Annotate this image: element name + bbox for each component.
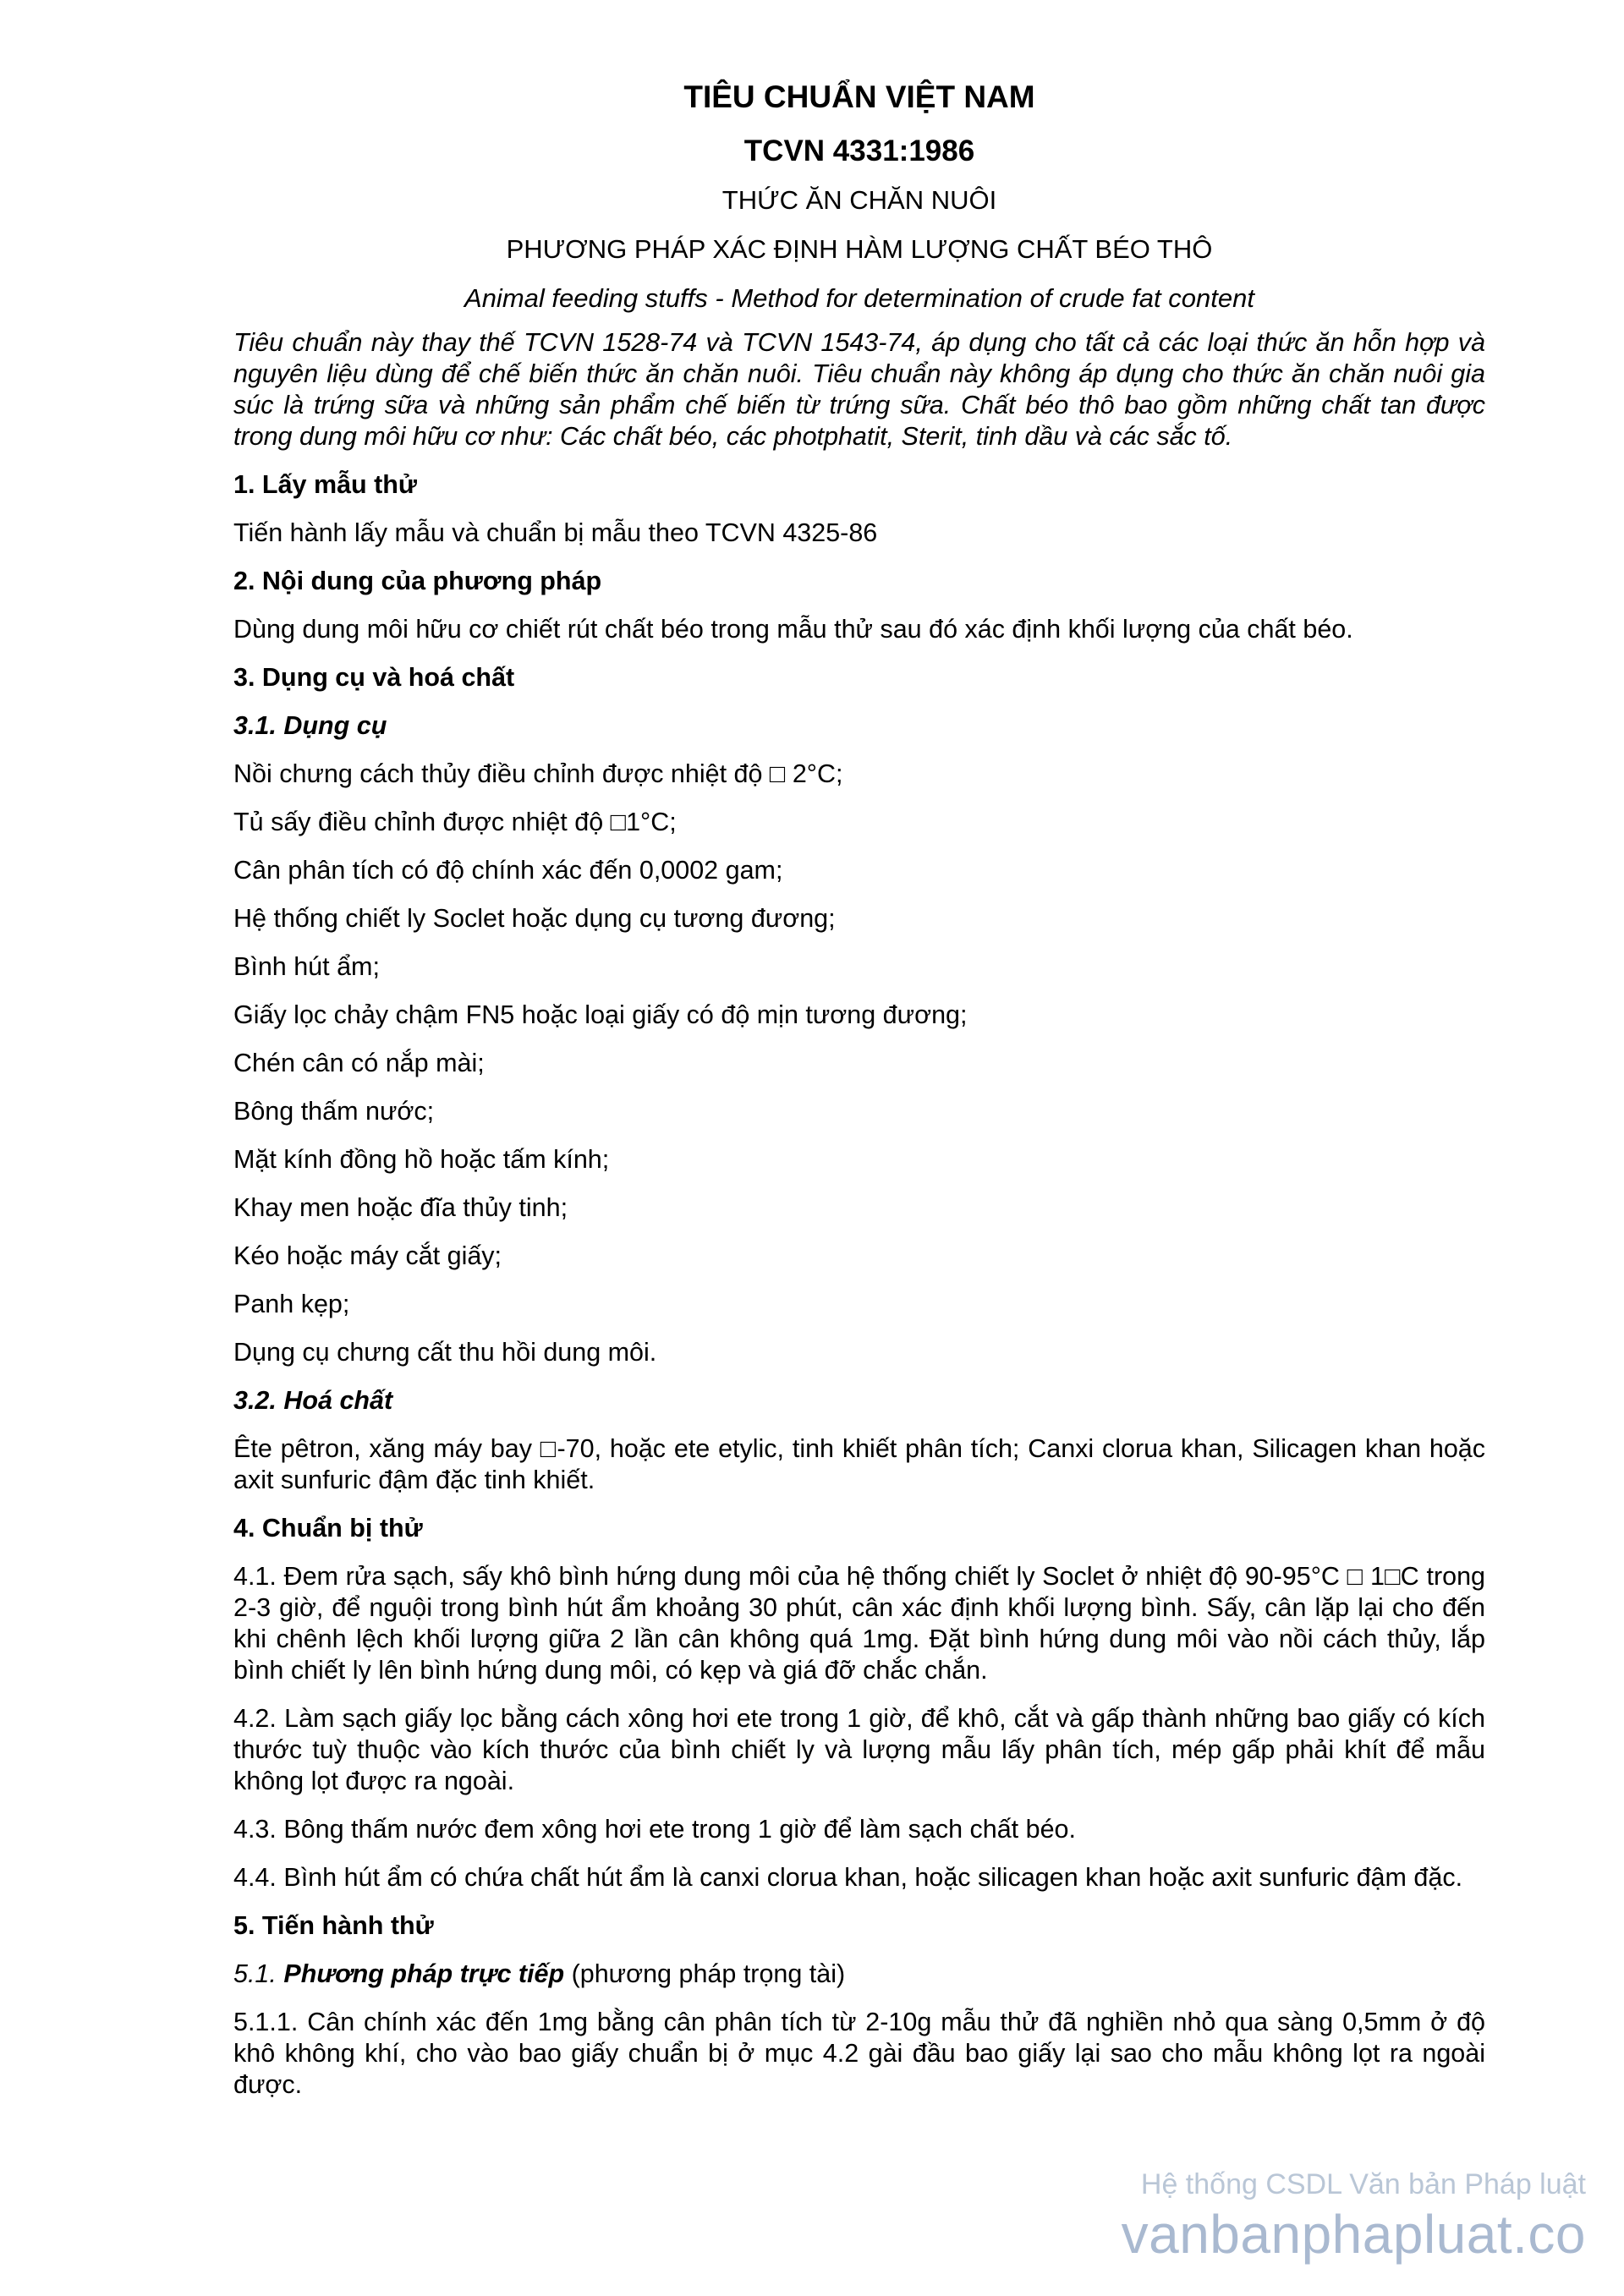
watermark-line-2: vanbanphapluat.co <box>1121 2204 1586 2265</box>
equipment-item: Khay men hoặc đĩa thủy tinh; <box>233 1193 568 1222</box>
document-body <box>233 327 1485 2118</box>
section-5-heading: 5. Tiến hành thử <box>233 1911 434 1940</box>
equipment-item: Cân phân tích có độ chính xác đến 0,0002 gam; <box>233 856 783 885</box>
section-4-3: 4.3. Bông thấm nước đem xông hơi ete trong 1 giờ để làm sạch chất béo. <box>233 1815 1076 1844</box>
equipment-item: Tủ sấy điều chỉnh được nhiệt độ □1°C; <box>233 808 677 836</box>
section-5-1-note: (phương pháp trọng tài) <box>571 1959 846 1988</box>
standard-label: TIÊU CHUẨN VIỆT NAM <box>683 79 1035 114</box>
section-5-1-1: 5.1.1. Cân chính xác đến 1mg bằng cân phân tích từ 2-10g mẫu thử đã nghiền nhỏ qua sàng 0,5mm ở độ khô không khí, cho vào bao giấy chuẩn bị ở mục 4.2 gài đầu bao giấy lại sao cho mẫu không lọt ra ngoài được. <box>233 2008 1485 2099</box>
equipment-item: Giấy lọc chảy chậm FN5 hoặc loại giấy có độ mịn tương đương; <box>233 1000 968 1029</box>
subject-title: THỨC ĂN CHĂN NUÔI <box>721 185 997 215</box>
equipment-item: Kéo hoặc máy cắt giấy; <box>233 1241 502 1270</box>
equipment-item: Panh kẹp; <box>233 1290 350 1318</box>
section-4-heading: 4. Chuẩn bị thử <box>233 1514 423 1543</box>
section-3-1-heading: 3.1. Dụng cụ <box>233 711 387 740</box>
section-5-1-title: Phương pháp trực tiếp <box>283 1959 565 1988</box>
english-title: Animal feeding stuffs - Method for determination of crude fat content <box>464 283 1254 313</box>
watermark <box>1122 2165 1586 2265</box>
section-3-2-heading: 3.2. Hoá chất <box>233 1386 393 1415</box>
section-4-4: 4.4. Bình hút ẩm có chứa chất hút ẩm là canxi clorua khan, hoặc silicagen khan hoặc axit sunfuric đậm đặc. <box>233 1863 1463 1892</box>
section-2-heading: 2. Nội dung của phương pháp <box>233 567 602 595</box>
section-1-heading: 1. Lấy mẫu thử <box>233 470 417 499</box>
equipment-item: Mặt kính đồng hồ hoặc tấm kính; <box>233 1145 610 1174</box>
chemicals-text: Ête pêtron, xăng máy bay □-70, hoặc ete etylic, tinh khiết phân tích; Canxi clorua khan, Silicagen khan hoặc axit sunfuric đậm đặc tinh khiết. <box>233 1434 1485 1494</box>
section-5-1-heading <box>233 1959 1485 1990</box>
section-4-2: 4.2. Làm sạch giấy lọc bằng cách xông hơi ete trong 1 giờ, để khô, cắt và gấp thành những bao giấy có kích thước tuỳ thuộc vào kích thước của bình chiết ly và lượng mẫu lấy phân tích, mép gấp phải khít để mẫu không lọt được ra ngoài. <box>233 1704 1485 1795</box>
intro-paragraph: Tiêu chuẩn này thay thế TCVN 1528-74 và TCVN 1543-74, áp dụng cho tất cả các loại thức ăn hỗn hợp và nguyên liệu dùng để chế biến thức ăn chăn nuôi. Tiêu chuẩn này không áp dụng cho thức ăn chăn nuôi gia súc là trứng sữa và những sản phẩm chế biến từ trứng sữa. Chất béo thô bao gồm những chất tan được trong dung môi hữu cơ như: Các chất béo, các photphatit, Sterit, tinh dầu và các sắc tố. <box>233 328 1485 451</box>
section-1-text: Tiến hành lấy mẫu và chuẩn bị mẫu theo TCVN 4325-86 <box>233 518 878 547</box>
equipment-item: Hệ thống chiết ly Soclet hoặc dụng cụ tương đương; <box>233 904 836 933</box>
equipment-item: Dụng cụ chưng cất thu hồi dung môi. <box>233 1338 657 1367</box>
standard-code: TCVN 4331:1986 <box>743 134 975 167</box>
section-5-1-number: 5.1. <box>233 1959 277 1988</box>
equipment-item: Bông thấm nước; <box>233 1097 435 1126</box>
equipment-item: Nồi chưng cách thủy điều chỉnh được nhiệt độ □ 2°C; <box>233 759 843 788</box>
watermark-line-1: Hệ thống CSDL Văn bản Pháp luật <box>1140 2168 1586 2200</box>
section-4-1: 4.1. Đem rửa sạch, sấy khô bình hứng dung môi của hệ thống chiết ly Soclet ở nhiệt độ 90-95°C □ 1□C trong 2-3 giờ, để nguội trong bình hút ẩm khoảng 30 phút, cân xác định khối lượng bình. Sấy, cân lặp lại cho đến khi chênh lệch khối lượng giữa 2 lần cân không quá 1mg. Đặt bình hứng dung môi vào nồi cách thủy, lắp bình chiết ly lên bình hứng dung môi, có kẹp và giá đỡ chắc chắn. <box>233 1562 1485 1685</box>
method-title: PHƯƠNG PHÁP XÁC ĐỊNH HÀM LƯỢNG CHẤT BÉO THÔ <box>506 234 1213 264</box>
equipment-item: Chén cân có nắp mài; <box>233 1049 485 1077</box>
section-3-heading: 3. Dụng cụ và hoá chất <box>233 663 515 692</box>
equipment-item: Bình hút ẩm; <box>233 952 380 981</box>
section-2-text: Dùng dung môi hữu cơ chiết rút chất béo trong mẫu thử sau đó xác định khối lượng của chất béo. <box>233 615 1353 644</box>
